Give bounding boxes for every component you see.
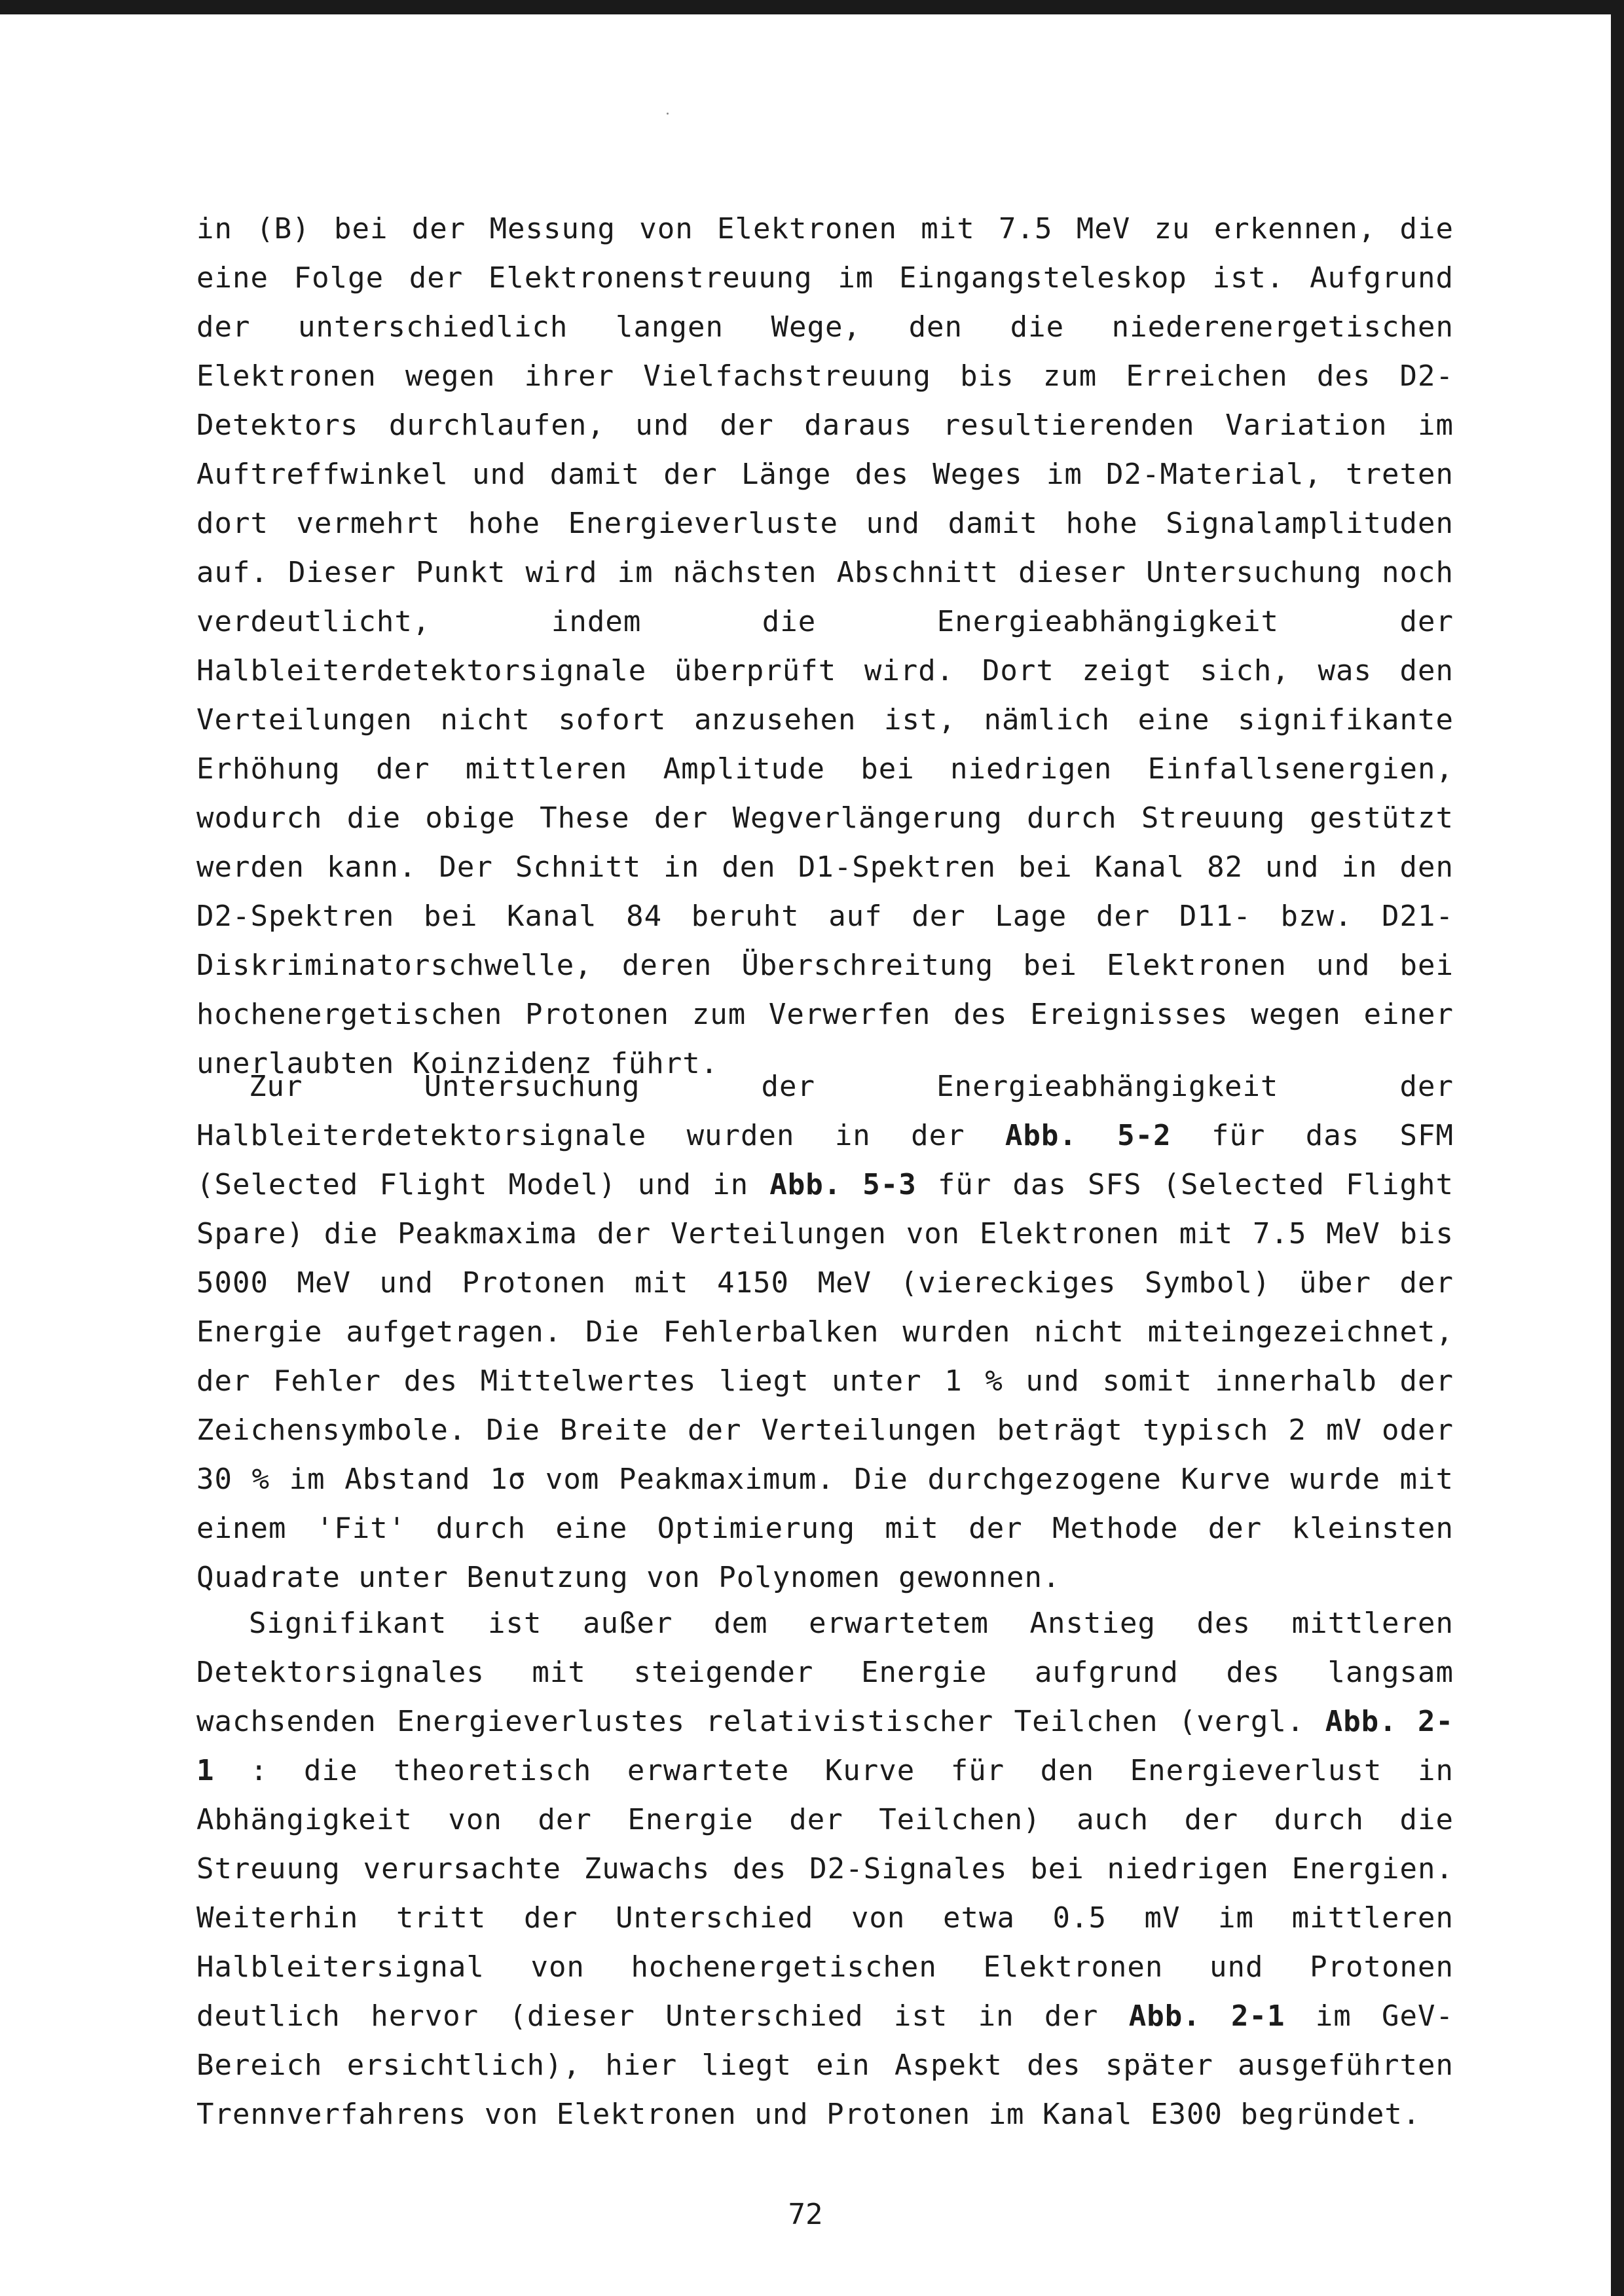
paragraph-2-text-c: für das SFS (Selected Flight Spare) die Peakmaxima der Verteilungen von Elektronen mit 7.5 MeV bis 5000 MeV und Protonen mit 4150 MeV (viereckiges Symbol) über der Energie aufgetragen. Die Fehlerbalken wurden nicht miteingezeichnet, der Fehler des Mittelwertes liegt unter 1 % und somit innerhalb der Zeichensymbole. Die Breite der Verteilungen beträgt typisch 2 mV oder 30 % im Abstand 1σ vom Peakmaximum. Die durchgezogene Kurve wurde mit einem 'Fit' durch eine Optimierung mit der Methode der kleinsten Quadrate unter Benutzung von Polynomen gewonnen. (196, 1168, 1454, 1594)
paragraph-3 (196, 1599, 1454, 2139)
figure-reference: Abb. 2-1 (196, 1705, 1454, 1787)
paragraph-3-text-b: : die theoretisch erwartete Kurve für den Energieverlust in Abhängigkeit von der Energie der Teilchen) auch der durch die Streuung verursachte Zuwachs des D2-Signales bei niedrigen Energien. Weiterhin tritt der Unterschied von etwa 0.5 mV im mittleren Halbleitersignal von hochenergetischen Elektronen und Protonen deutlich hervor (dieser Unterschied ist in der (196, 1754, 1454, 2033)
paragraph-1-text: in (B) bei der Messung von Elektronen mit 7.5 MeV zu erkennen, die eine Folge der Elektronenstreuung im Eingangsteleskop ist. Aufgrund der unterschiedlich langen Wege, den die niederenergetischen Elektronen wegen ihrer Vielfachstreuung bis zum Erreichen des D2-Detektors durchlaufen, und der daraus resultierenden Variation im Auftreffwinkel und damit der Länge des Weges im D2-Material, treten dort vermehrt hohe Energieverluste und damit hohe Signalamplituden auf. Dieser Punkt wird im nächsten Abschnitt dieser Untersuchung noch verdeutlicht, indem die Energieabhängigkeit der Halbleiterdetektorsignale überprüft wird. Dort zeigt sich, was den Verteilungen nicht sofort anzusehen ist, nämlich eine signifikante Erhöhung der mittleren Amplitude bei niedrigen Einfallsenergien, wodurch die obige These der Wegverlängerung durch Streuung gestützt werden kann. Der Schnitt in den D1-Spektren bei Kanal 82 und in den D2-Spektren bei Kanal 84 beruht auf der Lage der D11- bzw. D21-Diskriminatorschwelle, deren Überschreitung bei Elektronen und bei hochenergetischen Protonen zum Verwerfen des Ereignisses wegen einer unerlaubten Koinzidenz führt. (196, 212, 1454, 1080)
paragraph-2 (196, 1062, 1454, 1602)
figure-reference: Abb. 5-3 (769, 1168, 917, 1201)
paragraph-2-text-a: Zur Untersuchung der Energieabhängigkeit der Halbleiterdetektorsignale wurden in der (196, 1070, 1454, 1152)
scan-speck (667, 113, 669, 115)
paragraph-3-text-a: Signifikant ist außer dem erwartetem Anstieg des mittleren Detektorsignales mit steigender Energie aufgrund des langsam wachsenden Energieverlustes relativistischer Teilchen (vergl. (196, 1607, 1454, 1738)
paragraph-2-text-b: für das SFM (Selected Flight Model) und in (196, 1119, 1454, 1201)
paragraph-3-text-c: im GeV-Bereich ersichtlich), hier liegt ein Aspekt des später ausgeführten Trennverfahrens von Elektronen und Protonen im Kanal E300 begründet. (196, 1999, 1454, 2131)
document-page (0, 14, 1611, 2296)
paragraph-1 (196, 204, 1454, 1088)
figure-reference: Abb. 2-1 (1128, 1999, 1285, 2033)
page-number: 72 (788, 2198, 823, 2231)
figure-reference: Abb. 5-2 (1005, 1119, 1172, 1152)
